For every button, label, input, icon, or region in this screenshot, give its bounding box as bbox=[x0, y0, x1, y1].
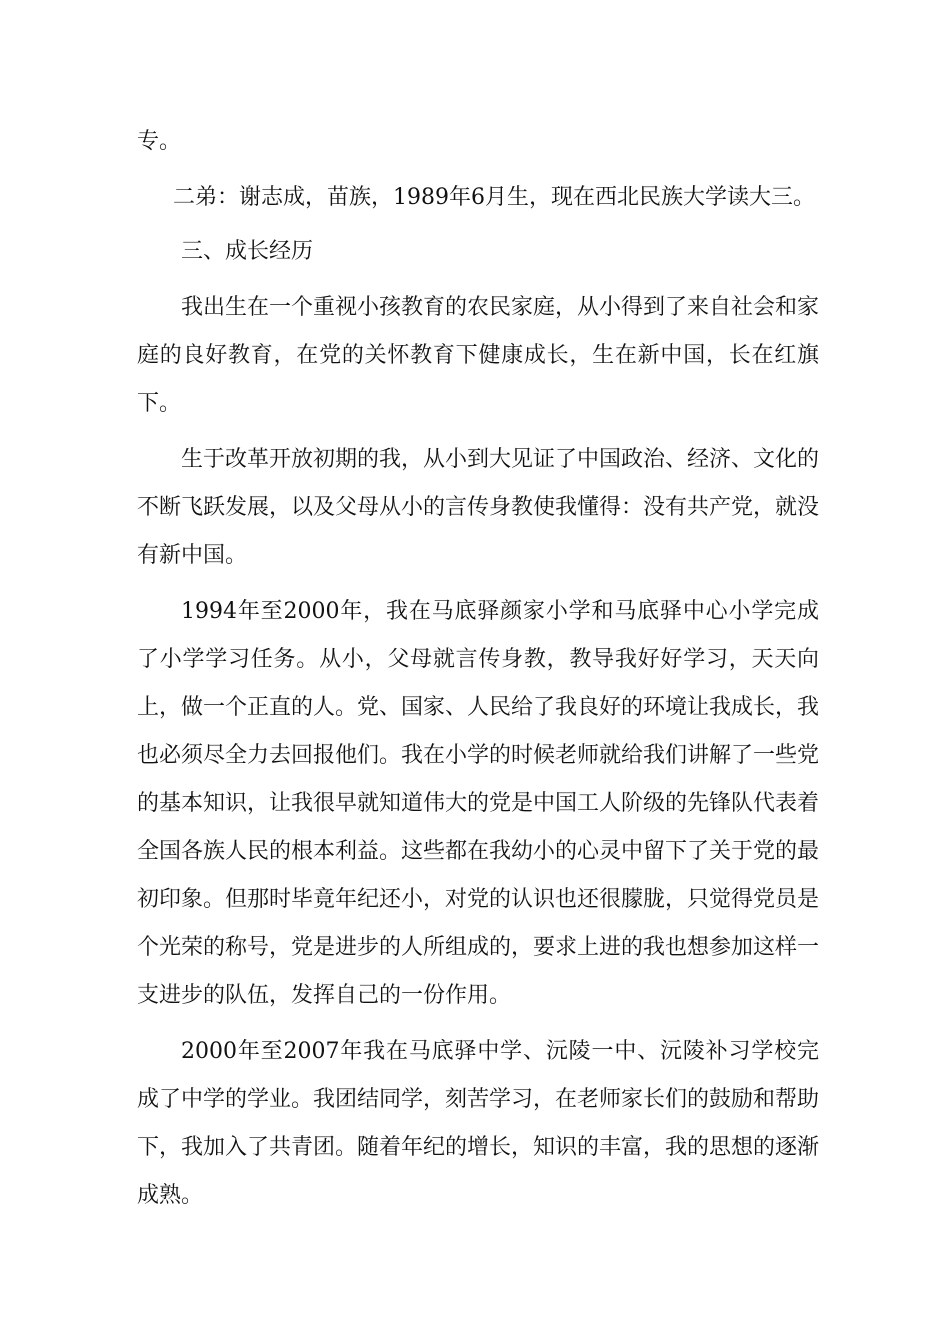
paragraph-middle-school: 2000年至2007年我在马底驿中学、沅陵一中、沅陵补习学校完成了中学的学业。我团结同学，刻苦学习，在老师家长们的鼓励和帮助下，我加入了共青团。随着年纪的增长，知识的丰富，我的思想的逐渐成熟。 bbox=[137, 1039, 820, 1208]
paragraph-reform-era: 生于改革开放初期的我，从小到大见证了中国政治、经济、文化的不断飞跃发展，以及父母从小的言传身教使我懂得：没有共产党，就没有新中国。 bbox=[137, 447, 820, 568]
section-heading-growth: 三、成长经历 bbox=[181, 239, 314, 264]
paragraph-primary-school: 1994年至2000年，我在马底驿颜家小学和马底驿中心小学完成了小学学习任务。从小，父母就言传身教，教导我好好学习，天天向上，做一个正直的人。党、国家、人民给了我良好的环境让我成长，我也必须尽全力去回报他们。我在小学的时候老师就给我们讲解了一些党的基本知识，让我很早就知道伟大的党是中国工人阶级的先锋队代表着全国各族人民的根本利益。这些都在我幼小的心灵中留下了关于党的最初印象。但那时毕竟年纪还小，对党的认识也还很朦胧，只觉得党员是个光荣的称号，党是进步的人所组成的，要求上进的我也想参加这样一支进步的队伍，发挥自己的一份作用。 bbox=[137, 599, 820, 1008]
paragraph-birth-family: 我出生在一个重视小孩教育的农民家庭，从小得到了来自社会和家庭的良好教育，在党的关怀教育下健康成长，生在新中国，长在红旗下。 bbox=[137, 295, 820, 416]
paragraph-second-brother: 二弟：谢志成，苗族，1989年6月生，现在西北民族大学读大三。 bbox=[173, 185, 815, 210]
paragraph-continuation: 专。 bbox=[137, 129, 182, 154]
document-body bbox=[137, 118, 819, 1220]
